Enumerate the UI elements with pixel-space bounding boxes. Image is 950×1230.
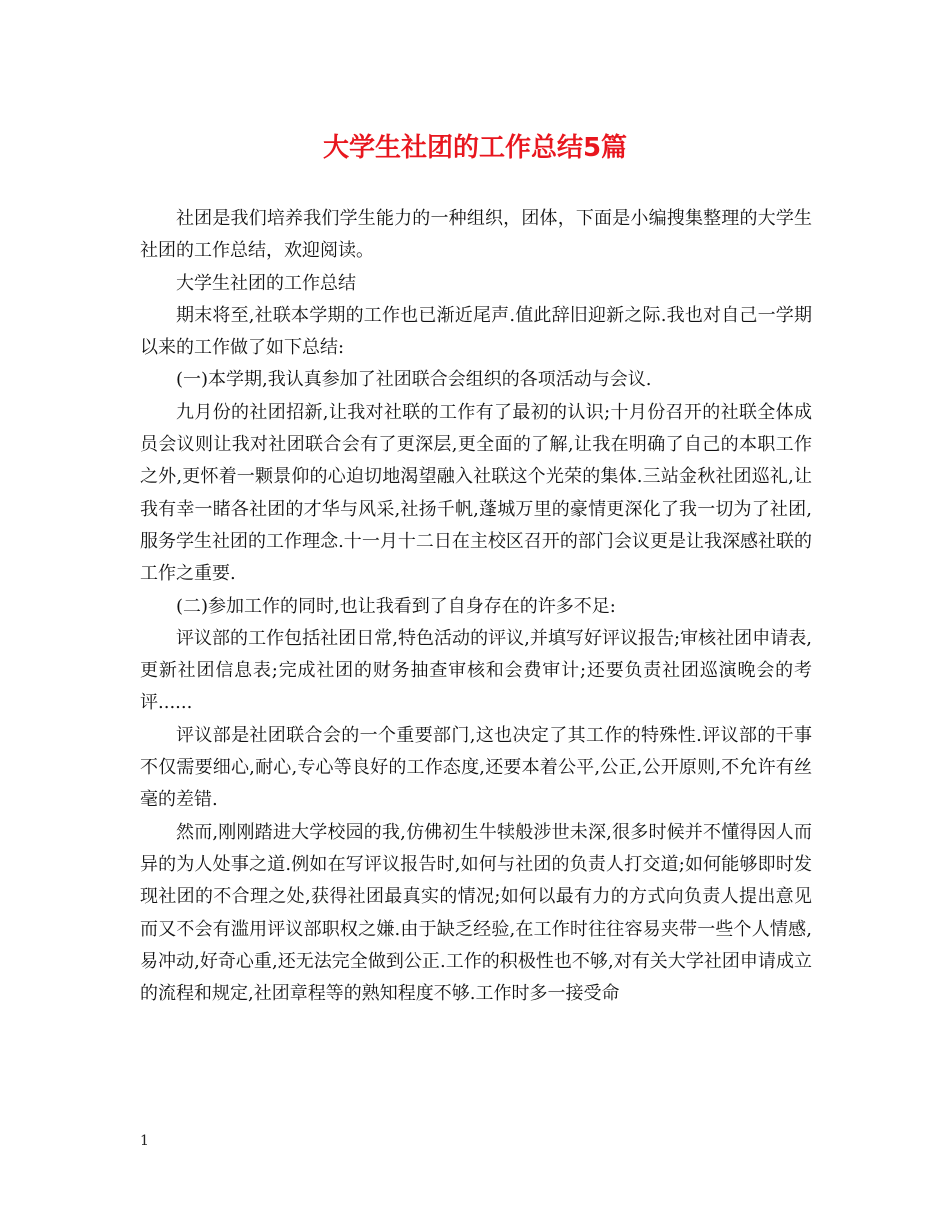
page-number: 1: [140, 1133, 149, 1149]
paragraph: 社团是我们培养我们学生能力的一种组织，团体，下面是小编搜集整理的大学生社团的工作总结，欢迎阅读。: [140, 208, 812, 262]
document-body: [140, 203, 812, 1010]
paragraph: 评议部是社团联合会的一个重要部门,这也决定了其工作的特殊性.评议部的干事不仅需要细心,耐心,专心等良好的工作态度,还要本着公平,公正,公开原则,不允许有丝毫的差错.: [140, 724, 812, 811]
paragraph: (一)本学期,我认真参加了社团联合会组织的各项活动与会议.: [176, 369, 652, 391]
paragraph: (二)参加工作的同时,也让我看到了自身存在的许多不足:: [176, 595, 616, 617]
paragraph: 然而,刚刚踏进大学校园的我,仿佛初生牛犊般涉世未深,很多时候并不懂得因人而异的为人处事之道.例如在写评议报告时,如何与社团的负责人打交道;如何能够即时发现社团的不合理之处,获得社团最真实的情况;如何以最有力的方式向负责人提出意见而又不会有滥用评议部职权之嫌.由于缺乏经验,在工作时往往容易夹带一些个人情感,易冲动,好奇心重,还无法完全做到公正.工作的积极性也不够,对有关大学社团申请成立的流程和规定,社团章程等的熟知程度不够.工作时多一接受命: [140, 821, 812, 1005]
paragraph: 期末将至,社联本学期的工作也已渐近尾声.值此辞旧迎新之际.我也对自己一学期以来的工作做了如下总结:: [140, 304, 812, 359]
paragraph: 评议部的工作包括社团日常,特色活动的评议,并填写好评议报告;审核社团申请表,更新社团信息表;完成社团的财务抽查审核和会费审计;还要负责社团巡演晚会的考评......: [140, 627, 812, 714]
paragraph: 九月份的社团招新,让我对社联的工作有了最初的认识;十月份召开的社联全体成员会议则让我对社团联合会有了更深层,更全面的了解,让我在明确了自己的本职工作之外,更怀着一颗景仰的心迫切地渴望融入社联这个光荣的集体.三站金秋社团巡礼,让我有幸一睹各社团的才华与风采,社扬千帆,蓬城万里的豪情更深化了我一切为了社团,服务学生社团的工作理念.十一月十二日在主校区召开的部门会议更是让我深感社联的工作之重要.: [140, 401, 812, 585]
section-heading: 大学生社团的工作总结: [176, 272, 356, 294]
document-title: 大学生社团的工作总结5篇: [322, 133, 628, 163]
